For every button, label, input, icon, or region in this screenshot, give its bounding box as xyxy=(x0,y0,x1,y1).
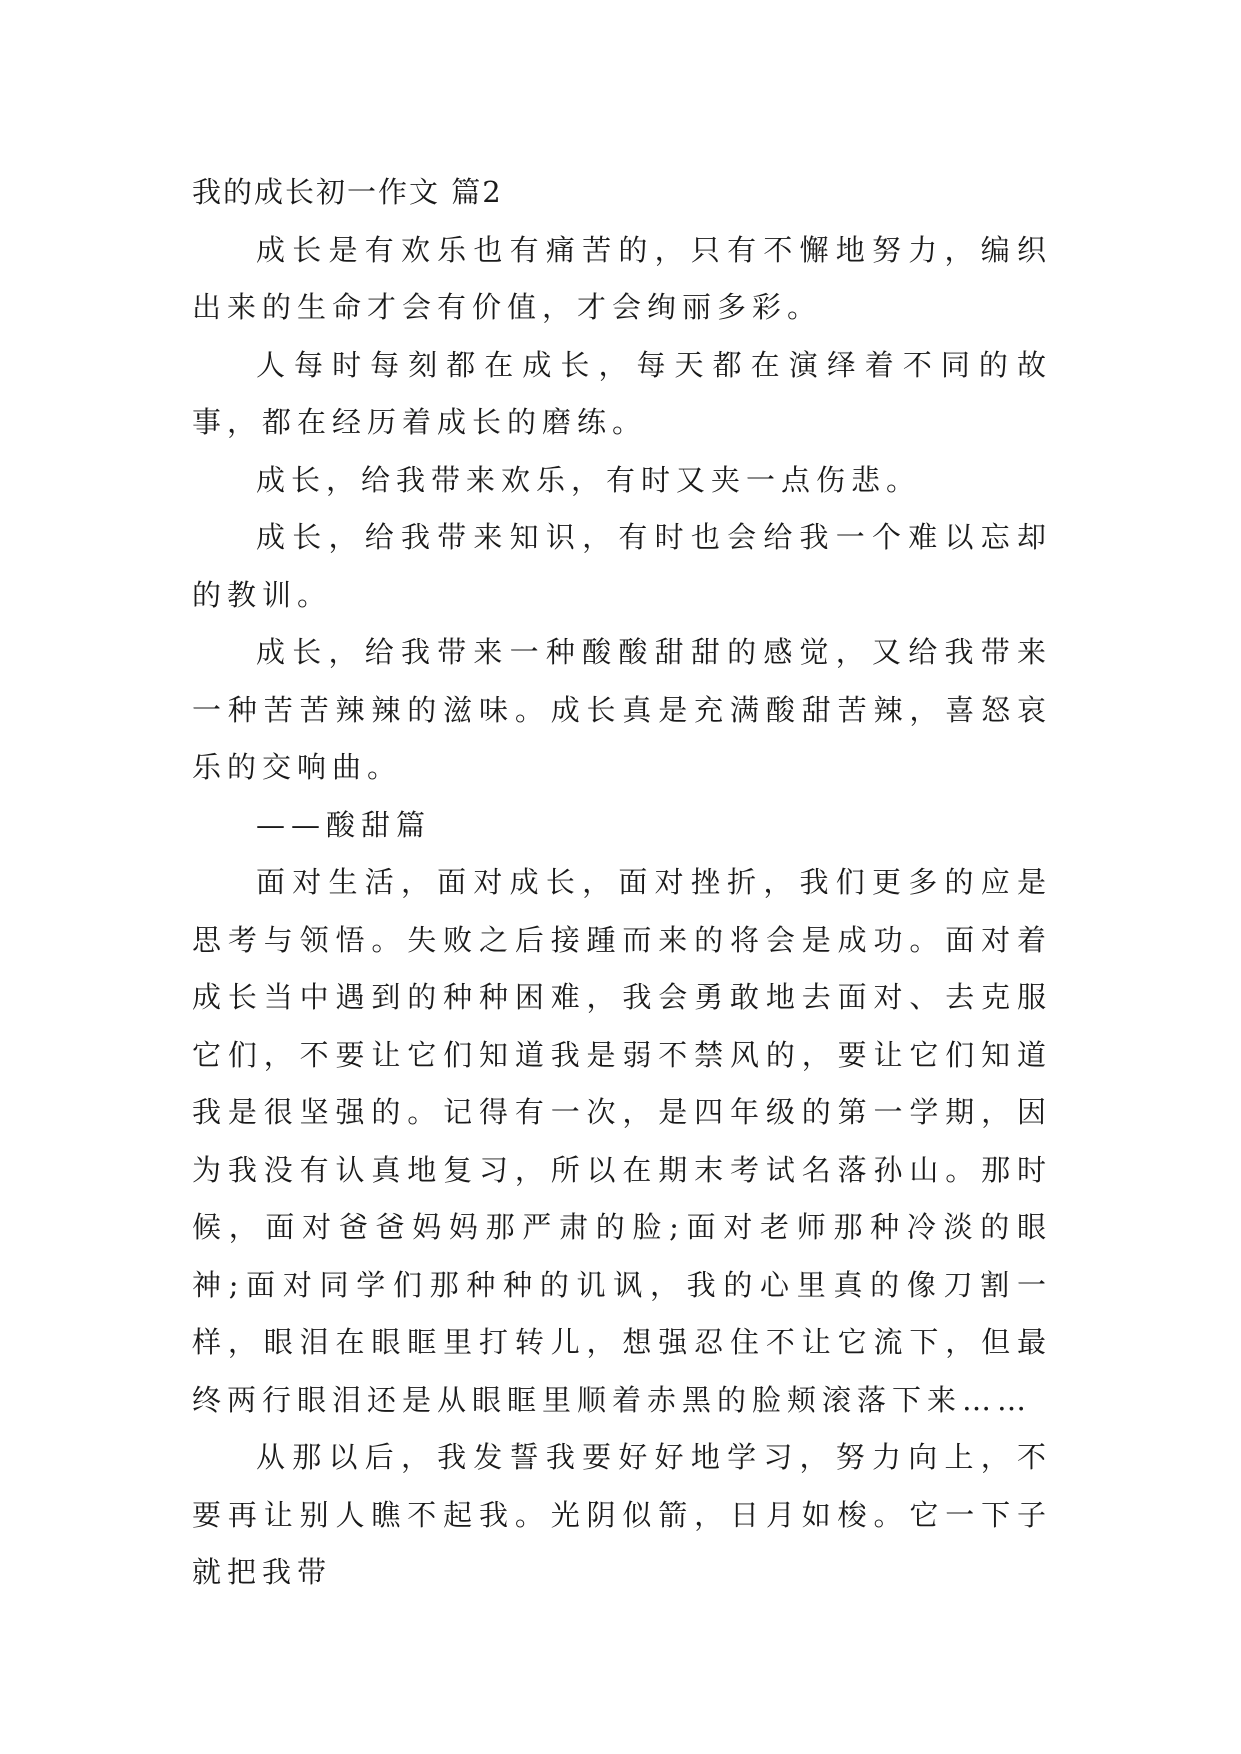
document-title: 我的成长初一作文 篇2 xyxy=(192,175,503,209)
section-signature: ——酸甜篇 xyxy=(256,807,432,842)
paragraph: 人每时每刻都在成长，每天都在演绎着不同的故事，都在经历着成长的磨练。 xyxy=(192,347,1052,439)
document-body xyxy=(192,164,1052,1602)
paragraph: 成长，给我带来一种酸酸甜甜的感觉，又给我带来一种苦苦辣辣的滋味。成长真是充满酸甜苦辣，喜怒哀乐的交响曲。 xyxy=(192,635,1052,784)
paragraph: 面对生活，面对成长，面对挫折，我们更多的应是思考与领悟。失败之后接踵而来的将会是成功。面对着成长当中遇到的种种困难，我会勇敢地去面对、去克服它们，不要让它们知道我是弱不禁风的，要让它们知道我是很坚强的。记得有一次，是四年级的第一学期，因为我没有认真地复习，所以在期末考试名落孙山。那时候，面对爸爸妈妈那严肃的脸;面对老师那种冷淡的眼神;面对同学们那种种的讥讽，我的心里真的像刀割一样，眼泪在眼眶里打转儿，想强忍住不让它流下，但最终两行眼泪还是从眼眶里顺着赤黑的脸颊滚落下来…… xyxy=(192,865,1052,1417)
paragraph: 成长，给我带来知识，有时也会给我一个难以忘却的教训。 xyxy=(192,520,1052,612)
paragraph: 成长是有欢乐也有痛苦的，只有不懈地努力，编织出来的生命才会有价值，才会绚丽多彩。 xyxy=(192,232,1052,324)
paragraph: 从那以后，我发誓我要好好地学习，努力向上，不要再让别人瞧不起我。光阴似箭，日月如梭。它一下子就把我带 xyxy=(192,1440,1052,1589)
paragraph: 成长，给我带来欢乐，有时又夹一点伤悲。 xyxy=(256,462,922,497)
